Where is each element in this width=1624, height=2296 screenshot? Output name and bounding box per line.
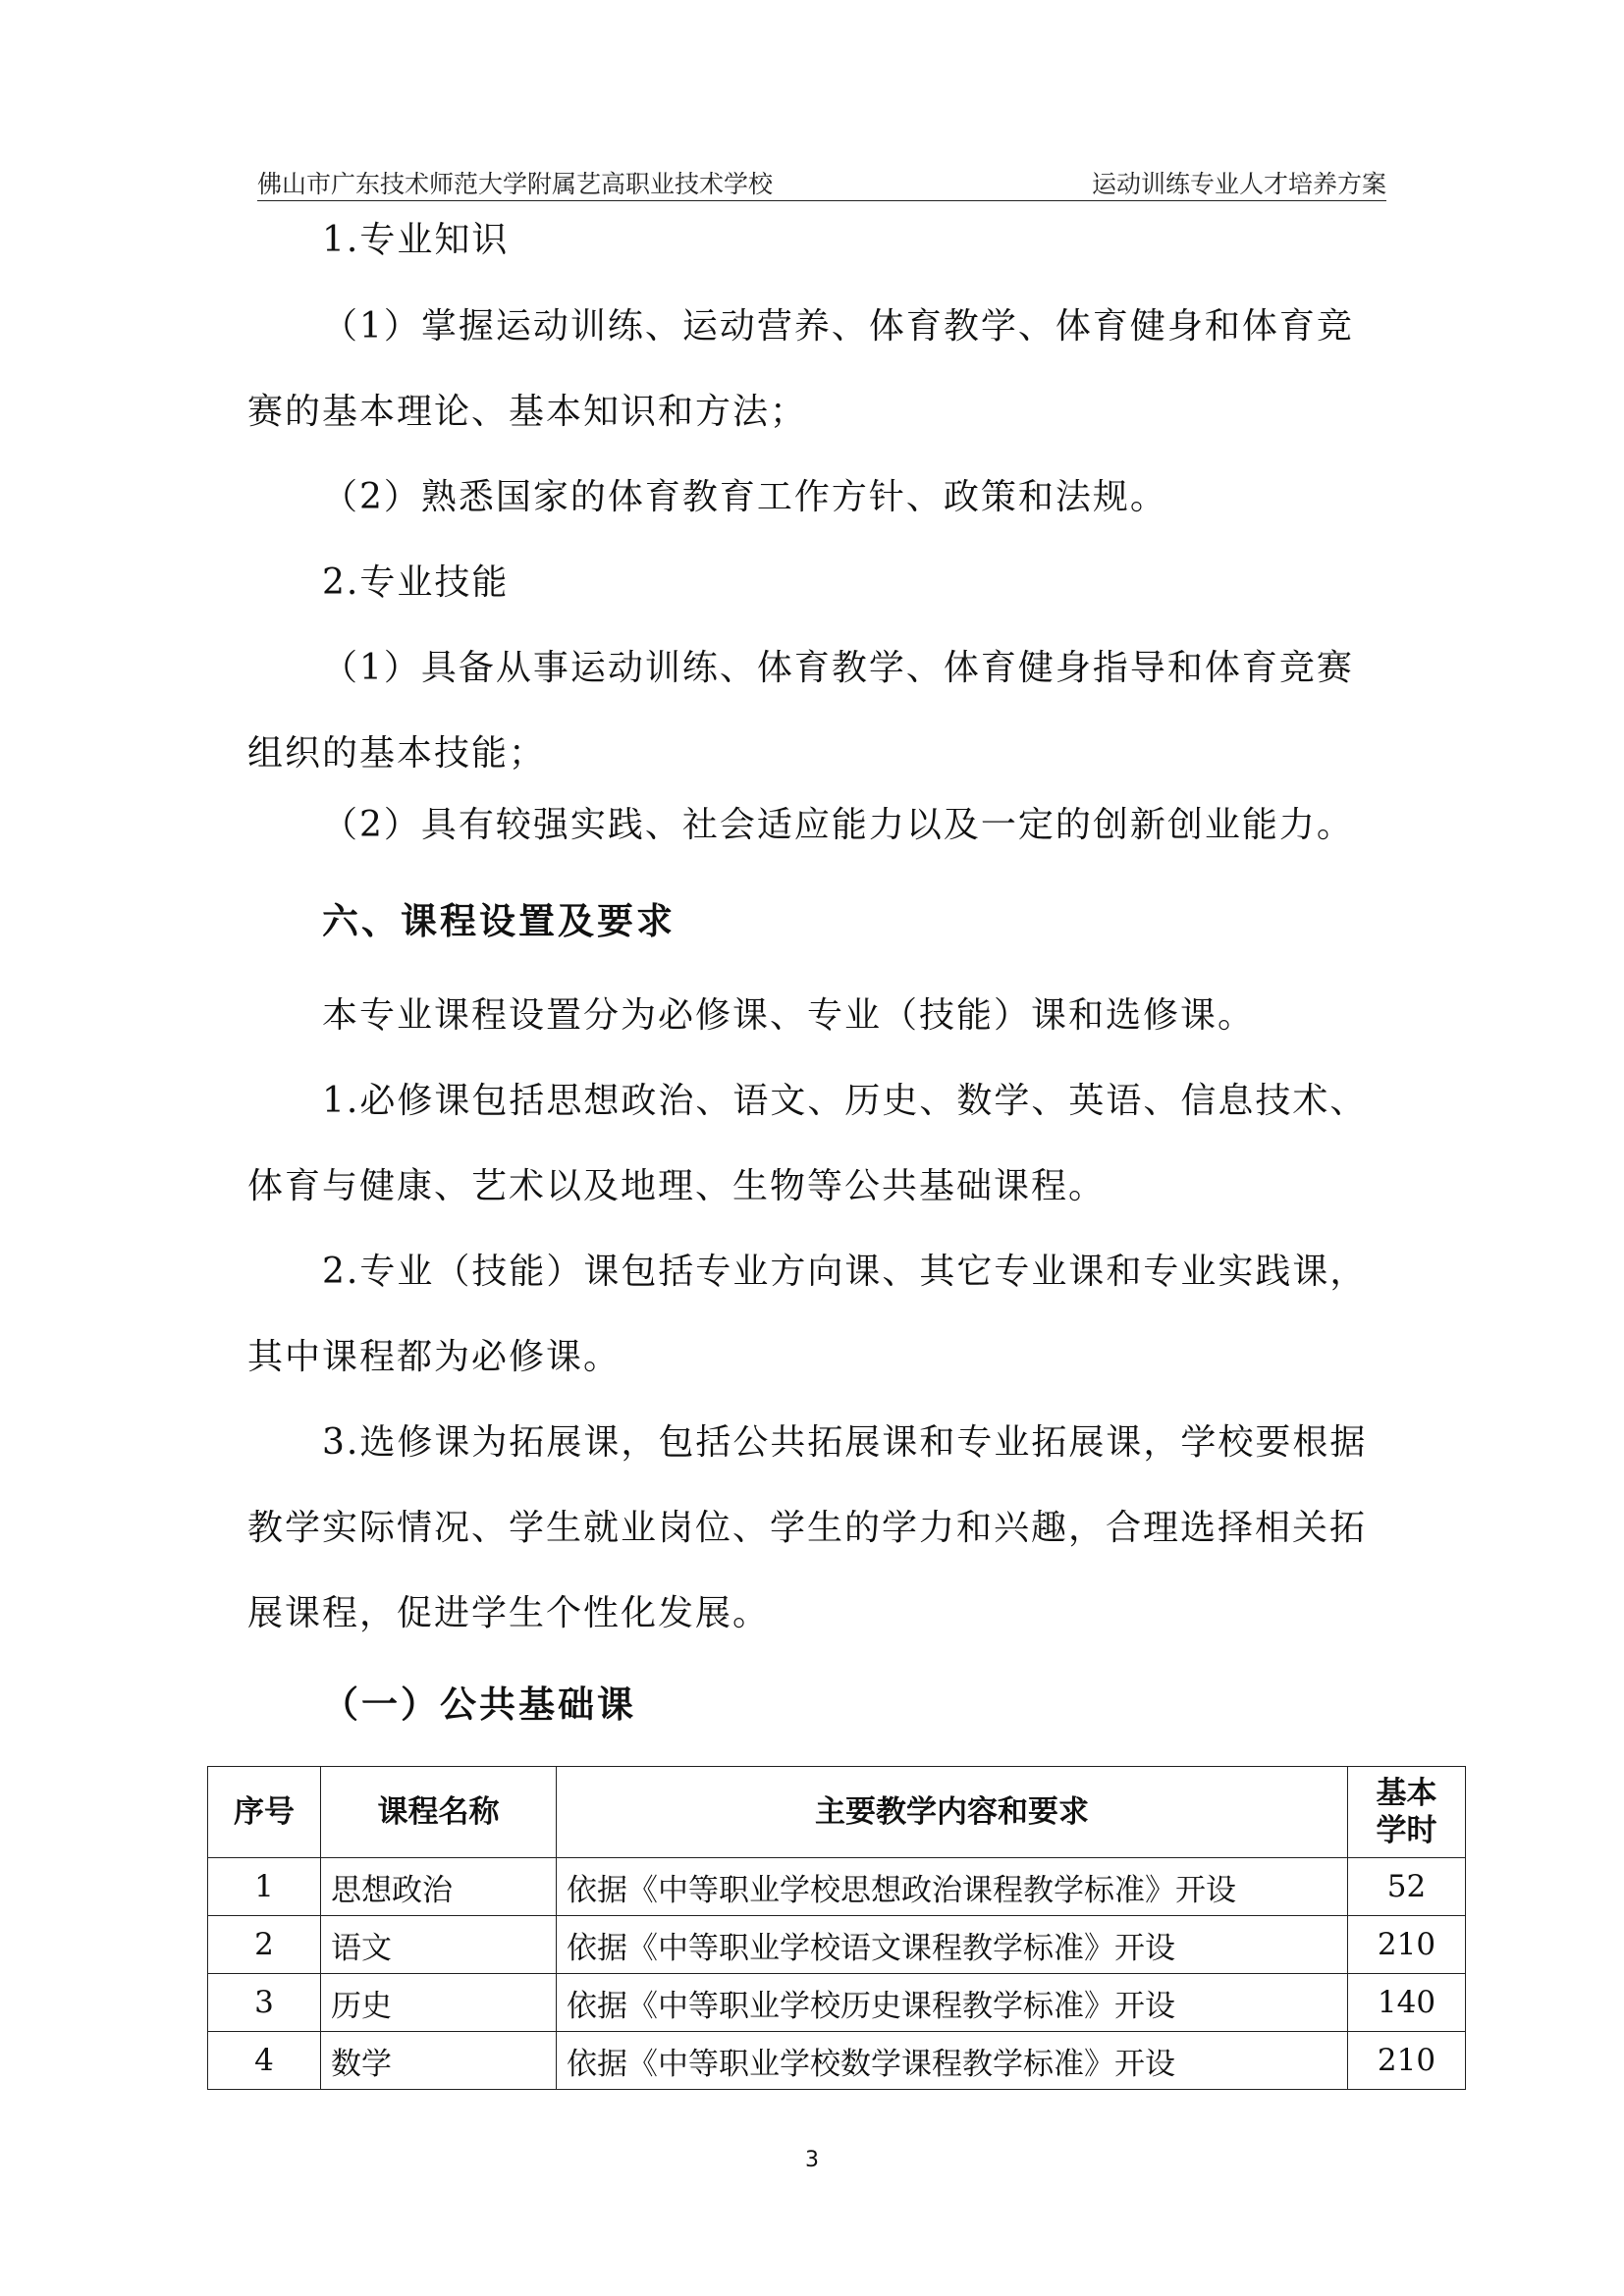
paragraph-line: 展课程，促进学生个性化发展。 [247, 1593, 771, 1633]
cell-index: 4 [208, 2032, 321, 2090]
cell-course-name: 数学 [321, 2032, 557, 2090]
subheading-knowledge: 1.专业知识 [322, 220, 510, 260]
cell-hours: 140 [1348, 1974, 1466, 2032]
column-header-hours-line1: 基本 [1376, 1776, 1437, 1811]
subheading-skills: 2.专业技能 [322, 562, 510, 603]
page-header [257, 161, 1386, 200]
course-table [207, 1766, 1466, 2090]
column-header-hours-line2: 学时 [1376, 1813, 1437, 1848]
cell-course-name: 语文 [321, 1916, 557, 1974]
paragraph-line: （1）掌握运动训练、运动营养、体育教学、体育健身和体育竞 [322, 306, 1354, 347]
paragraph-line: 体育与健康、艺术以及地理、生物等公共基础课程。 [247, 1166, 1107, 1206]
paragraph-line: 其中课程都为必修课。 [247, 1337, 622, 1377]
header-rule [257, 200, 1386, 201]
table-header-row [208, 1767, 1466, 1858]
paragraph-line: 组织的基本技能； [247, 733, 547, 774]
column-header-course-name: 课程名称 [321, 1767, 557, 1858]
paragraph-line: （2）具有较强实践、社会适应能力以及一定的创新创业能力。 [322, 805, 1354, 845]
cell-course-name: 历史 [321, 1974, 557, 2032]
paragraph-line: 本专业课程设置分为必修课、专业（技能）课和选修课。 [322, 995, 1256, 1036]
cell-index: 1 [208, 1858, 321, 1916]
header-document-title: 运动训练专业人才培养方案 [1091, 170, 1386, 198]
cell-index: 3 [208, 1974, 321, 2032]
page-number: 3 [805, 2148, 819, 2172]
column-header-hours [1348, 1767, 1466, 1858]
cell-course-name: 思想政治 [321, 1858, 557, 1916]
table-row [208, 1974, 1466, 2032]
cell-index: 2 [208, 1916, 321, 1974]
paragraph-line: 2.专业（技能）课包括专业方向课、其它专业课和专业实践课， [322, 1252, 1368, 1292]
paragraph-line: 3.选修课为拓展课，包括公共拓展课和专业拓展课，学校要根据 [322, 1422, 1368, 1463]
cell-content: 依据《中等职业学校历史课程教学标准》开设 [557, 1974, 1348, 2032]
header-school-name: 佛山市广东技术师范大学附属艺高职业技术学校 [257, 170, 774, 198]
column-header-content: 主要教学内容和要求 [557, 1767, 1348, 1858]
paragraph-line: 赛的基本理论、基本知识和方法； [247, 392, 808, 432]
paragraph-line: （1）具备从事运动训练、体育教学、体育健身指导和体育竞赛 [322, 648, 1354, 688]
cell-hours: 210 [1348, 2032, 1466, 2090]
paragraph-line: 1.必修课包括思想政治、语文、历史、数学、英语、信息技术、 [322, 1081, 1368, 1121]
cell-hours: 210 [1348, 1916, 1466, 1974]
section-heading: 六、课程设置及要求 [322, 900, 676, 942]
paragraph-line: 教学实际情况、学生就业岗位、学生的学力和兴趣，合理选择相关拓 [247, 1508, 1368, 1548]
column-header-index: 序号 [208, 1767, 321, 1858]
cell-content: 依据《中等职业学校语文课程教学标准》开设 [557, 1916, 1348, 1974]
cell-content: 依据《中等职业学校数学课程教学标准》开设 [557, 2032, 1348, 2090]
table-row [208, 2032, 1466, 2090]
cell-content: 依据《中等职业学校思想政治课程教学标准》开设 [557, 1858, 1348, 1916]
cell-hours: 52 [1348, 1858, 1466, 1916]
table-row [208, 1858, 1466, 1916]
table-row [208, 1916, 1466, 1974]
paragraph-line: （2）熟悉国家的体育教育工作方针、政策和法规。 [322, 477, 1167, 517]
subsection-heading: （一）公共基础课 [322, 1683, 636, 1726]
